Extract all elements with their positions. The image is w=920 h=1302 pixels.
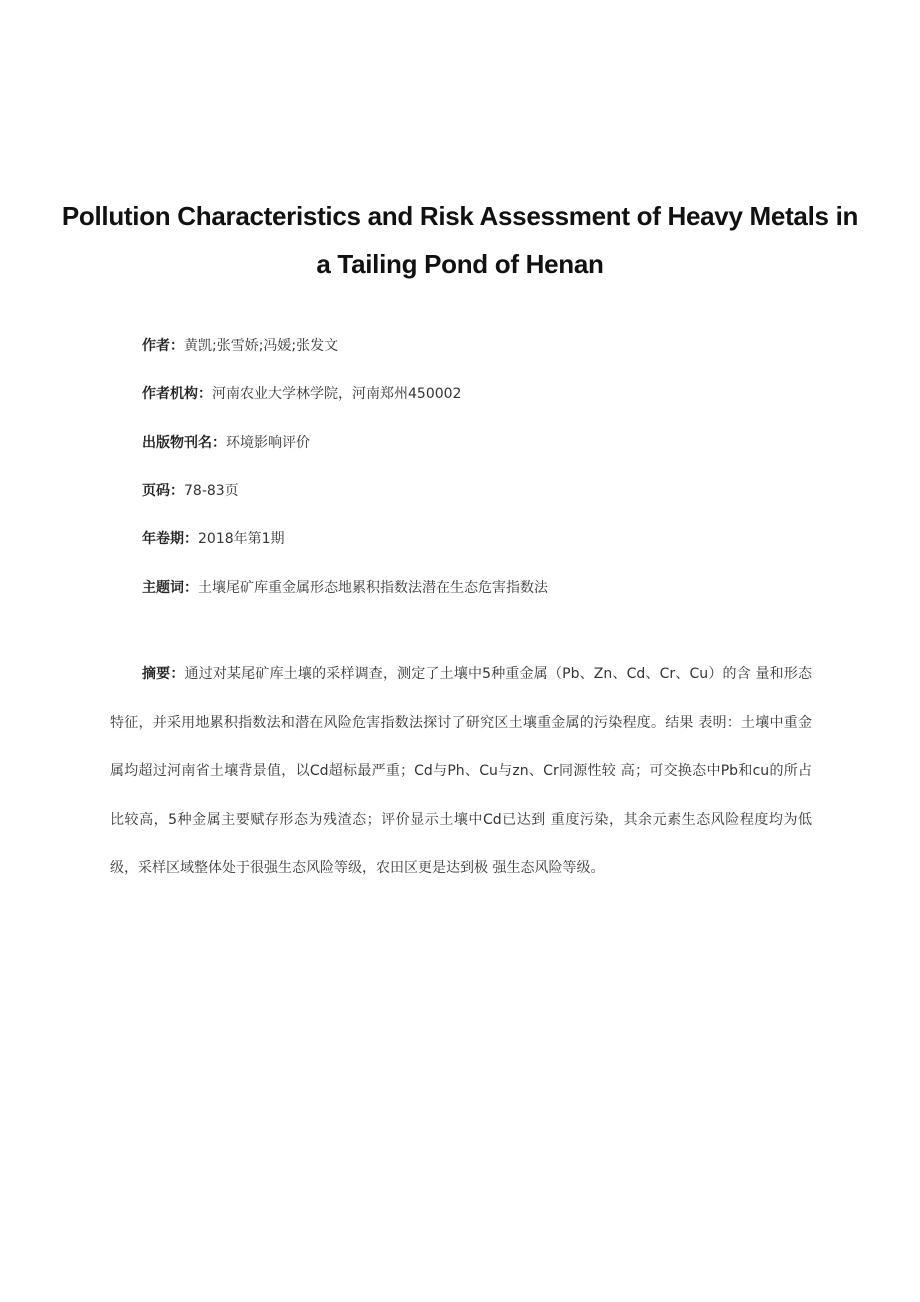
meta-pages	[142, 481, 842, 501]
keywords-label: 主题词：	[142, 580, 198, 596]
authors-value: 黄凯;张雪娇;冯媛;张发文	[184, 338, 339, 354]
institution-label: 作者机构：	[142, 386, 212, 402]
abstract-label: 摘要：	[142, 666, 185, 682]
meta-keywords	[142, 578, 842, 598]
meta-journal	[142, 433, 842, 453]
issue-label: 年卷期：	[142, 531, 198, 547]
abstract	[110, 650, 812, 893]
meta-issue	[142, 529, 842, 549]
issue-value: 2018年第1期	[198, 531, 285, 547]
pages-label: 页码：	[142, 483, 184, 499]
authors-label: 作者：	[142, 338, 184, 354]
meta-authors	[142, 336, 842, 356]
journal-label: 出版物刊名：	[142, 435, 226, 451]
abstract-text: 通过对某尾矿库土壤的采样调查，测定了土壤中5种重金属（Pb、Zn、Cd、Cr、Cu）的含 量和形态特征，并采用地累积指数法和潜在风险危害指数法探讨了研究区土壤重金属的污染程度。结果 表明：土壤中重金属均超过河南省土壤背景值，以Cd超标最严重；Cd与Ph、Cu与zn、Cr同源性较 高；可交换态中Pb和cu的所占比较高，5种金属主要赋存形态为残渣态；评价显示土壤中Cd已达到 重度污染，其余元素生态风险程度均为低级，采样区域整体处于很强生态风险等级，农田区更是达到极 强生态风险等级。	[110, 666, 812, 877]
paper-title: Pollution Characteristics and Risk Assessment of Heavy Metals in a Tailing Pond of Henan	[61, 201, 859, 279]
pages-value: 78-83页	[184, 483, 239, 499]
keywords-value: 土壤尾矿库重金属形态地累积指数法潜在生态危害指数法	[198, 580, 548, 596]
institution-value: 河南农业大学林学院，河南郑州450002	[212, 386, 462, 402]
journal-value: 环境影响评价	[226, 435, 310, 451]
meta-institution	[142, 384, 842, 404]
